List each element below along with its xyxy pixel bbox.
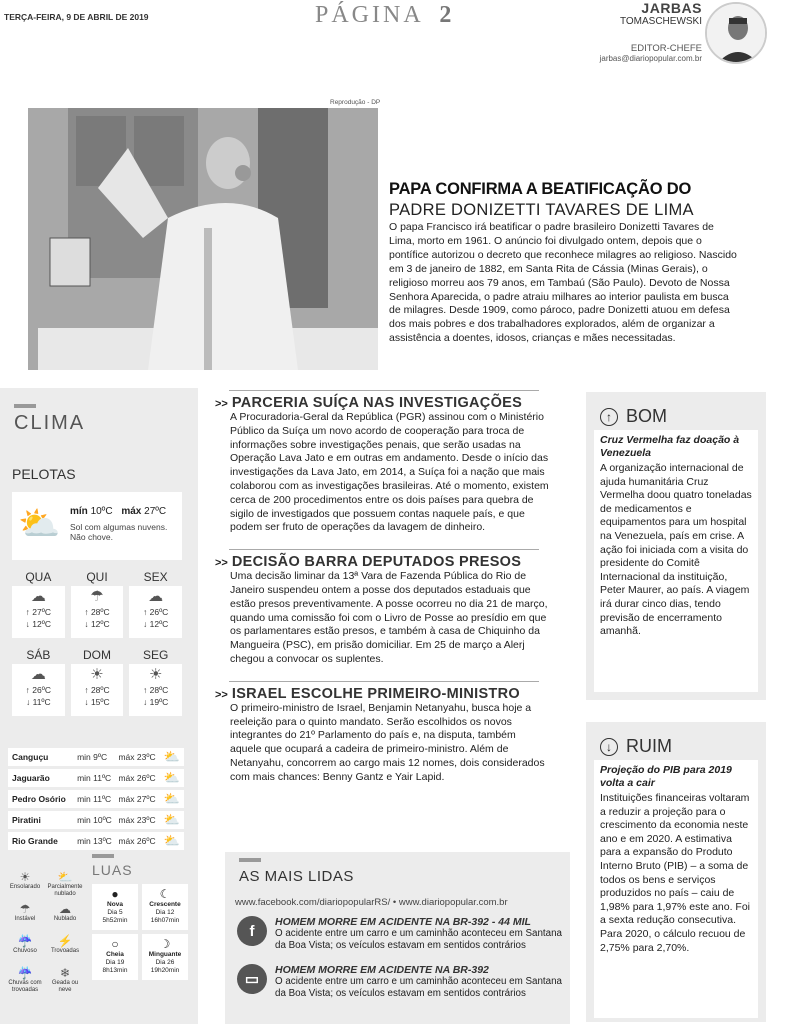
forecast-min-value: 12ºC — [90, 619, 110, 629]
forecast-card — [129, 664, 182, 716]
city-row-min: min 11ºC — [77, 773, 112, 783]
lead-title: PAPA CONFIRMA A BEATIFICAÇÃO DO — [389, 180, 692, 198]
article-rule — [229, 549, 539, 550]
most-read-title: AS MAIS LIDAS — [239, 868, 354, 885]
forecast-max-value: 28ºC — [149, 685, 169, 695]
priest-blessing-photo — [28, 108, 378, 370]
good-header — [600, 406, 667, 427]
arrow-down-icon: ↓ — [600, 738, 618, 756]
news-article — [215, 549, 555, 667]
moon-date: Dia 19 — [105, 959, 125, 966]
forecast-min-value: 11ºC — [32, 697, 51, 707]
forecast-day — [12, 570, 65, 642]
min-label: mín — [70, 506, 88, 517]
city-row-name: Pedro Osório — [12, 794, 66, 804]
legend-item — [46, 902, 84, 930]
arrow-up-icon: ↑ — [84, 685, 91, 695]
city-row — [8, 769, 184, 787]
news-column — [215, 390, 555, 785]
editor-avatar — [705, 2, 767, 64]
forecast-card — [12, 586, 65, 638]
forecast-day — [12, 648, 65, 720]
forecast-day — [71, 648, 124, 720]
today-max: 27ºC — [144, 506, 167, 517]
arrow-down-icon: ↓ — [84, 619, 91, 629]
editor-role: EDITOR-CHEFE — [630, 43, 702, 54]
most-read-item[interactable] — [237, 916, 567, 952]
legend-icon: ❄ — [59, 966, 71, 980]
moon-time: 8h13min — [102, 967, 128, 974]
forecast-min — [129, 696, 182, 708]
weather-icon: ☁ — [30, 588, 46, 605]
most-read-body: O acidente entre um carro e um caminhão aconteceu em Santana da Boa Vista; os veículos estavam em sentidos contrários — [275, 976, 562, 999]
page-label-text: PÁGINA — [315, 2, 423, 28]
legend-icon: ⚡ — [57, 934, 73, 948]
forecast-min — [71, 696, 124, 708]
good-content — [594, 430, 758, 692]
city-row — [8, 748, 184, 766]
most-read-text — [275, 916, 567, 952]
moon-time: 19h20min — [150, 967, 180, 974]
news-article — [215, 390, 555, 535]
header — [0, 0, 809, 72]
page-number: 2 — [439, 2, 455, 28]
arrow-down-icon: ↓ — [84, 697, 91, 707]
legend-icon: ⛅ — [57, 870, 73, 884]
forecast-day — [129, 648, 182, 720]
bad-label: RUIM — [626, 736, 672, 756]
forecast-min — [12, 618, 65, 630]
legend-label: Ensolarado — [9, 884, 41, 890]
forecast-min — [12, 696, 65, 708]
article-rule — [229, 681, 539, 682]
weather-icon: ☂ — [90, 588, 104, 605]
page-label — [315, 2, 454, 29]
forecast-day — [71, 570, 124, 642]
most-read-title[interactable]: HOMEM MORRE EM ACIDENTE NA BR-392 — [275, 964, 489, 976]
most-read-panel — [225, 852, 570, 1024]
moon-bar — [92, 854, 114, 858]
article-heading — [215, 554, 555, 570]
section-bar — [14, 404, 36, 408]
legend-item — [6, 870, 44, 898]
article-heading — [215, 395, 555, 411]
city-row-max: máx 26ºC — [118, 773, 156, 783]
article-marker: >> — [215, 398, 228, 410]
arrow-down-icon: ↓ — [143, 619, 150, 629]
legend-label: Instável — [14, 916, 36, 922]
forecast-max-value: 28ºC — [90, 685, 110, 695]
weather-panel — [0, 388, 198, 1024]
moon-name: Minguante — [148, 951, 182, 958]
city-row — [8, 811, 184, 829]
editor-last-name: TOMASCHEWSKI — [619, 16, 702, 27]
article-body: A Procuradoria-Geral da República (PGR) assinou com o Ministério Público da Suíça um novo acordo de cooperação para troca de informações sobre investigações penais, que serão usadas na Operação Lava Jato e em outras em andamento. Desde o início das investigações da Lava Jato, em 2014, a Suíça foi a nação que mais colaborou com as investigações brasileiras. Até o momento, existem cerca de 200 procedimentos entre os dois países para quebra de sigilo de investigados que possuem contas naquele país, e que podem ser fruto de operações da lavagem de dinheiro. — [230, 411, 549, 534]
good-label: BOM — [626, 406, 668, 426]
moon-card — [92, 934, 138, 980]
city-row-min: min 9ºC — [77, 752, 108, 762]
city-row-name: Piratini — [12, 815, 41, 825]
forecast-card — [71, 664, 124, 716]
article-rule — [229, 390, 539, 391]
most-read-title[interactable]: HOMEM MORRE EM ACIDENTE NA BR-392 - 44 MIL — [275, 916, 531, 928]
partly-cloudy-icon: ⛅ — [163, 770, 180, 785]
moon-card — [92, 884, 138, 930]
legend-label: Parcialmente nublado — [47, 884, 83, 897]
article-marker: >> — [215, 557, 228, 570]
moon-section — [92, 854, 188, 980]
moon-phase-icon: ○ — [111, 937, 119, 951]
moon-name: Crescente — [149, 901, 181, 908]
city-row — [8, 832, 184, 850]
article-body: Uma decisão liminar da 13ª Vara de Fazenda Pública do Rio de Janeiro suspendeu ontem a posse dos deputados estaduais que estão presos preventivamente. A posse ocorreu no dia 21 de março, quando uma comissão foi com o Livro de Posse ao presídio em que os parlamentares estão presos, e também à casa de Chiquinho da Mangueira (PSC), em prisão domiciliar. Em 25 de março a Alerj chegou a convocar os suplentes. — [230, 570, 548, 665]
city-row-max: máx 27ºC — [118, 794, 156, 804]
city-name: PELOTAS — [12, 466, 76, 482]
weather-icon: ☀ — [90, 666, 104, 683]
moon-date: Dia 26 — [155, 959, 175, 966]
forecast-min-value: 12ºC — [32, 619, 51, 629]
lead-text-box — [383, 176, 743, 362]
lead-photo — [28, 108, 378, 370]
legend-item — [6, 966, 44, 994]
computer-icon: ▭ — [237, 964, 267, 994]
forecast-min-value: 12ºC — [149, 619, 169, 629]
weather-legend — [6, 870, 84, 994]
moon-card — [142, 884, 188, 930]
weather-title: CLIMA — [14, 412, 86, 434]
legend-label: Trovoadas — [50, 948, 80, 954]
forecast-max — [71, 684, 124, 696]
city-list — [8, 748, 184, 850]
article-body: O primeiro-ministro de Israel, Benjamin Netanyahu, busca hoje a reeleição para o quinto mandato. Serão escolhidos os novos integrantes do 21º Parlamento do país e, na disputa, também aquele que ocupará a cadeira de primeiro-ministro. Além de Netanyahu, concorrem ao cargo mais 12 nomes, dois considerados com mais chances: Benny Gantz e Yair Lapid. — [230, 701, 545, 783]
max-label: máx — [121, 506, 142, 517]
moon-name: Nova — [107, 901, 123, 908]
forecast-day-name: SEG — [142, 648, 169, 662]
most-read-text — [275, 964, 567, 1000]
legend-icon: ☂ — [19, 902, 31, 916]
moon-phase-icon: ☾ — [159, 887, 171, 901]
partly-cloudy-icon: ⛅ — [163, 833, 180, 848]
moon-time: 16h07min — [150, 917, 180, 924]
partly-cloudy-icon: ⛅ — [163, 812, 180, 827]
weather-icon: ☁ — [148, 588, 164, 605]
weather-header — [14, 404, 85, 435]
lead-body: O papa Francisco irá beatificar o padre brasileiro Donizetti Tavares de Lima, morto em 1961. O anúncio foi divulgado ontem, depois que o pontífice autorizou o decreto que reconhece milagres ao religioso. Nascido em 3 de janeiro de 1882, em Santa Rita de Cássia (Minas Gerais), o religioso morreu aos 79 anos, em Tambaú (São Paulo). Devoto de Nossa Senhora Aparecida, o padre atraiu milhares ao interior paulista em busca de milagres. Desde 1909, como pároco, padre Donizetti atuou em defesa dos mais pobres e dos trabalhadores explorados, além de organizar a assistência a doentes, idosos, crianças e mães necessitadas. — [389, 221, 737, 345]
city-row-min: min 13ºC — [77, 836, 112, 846]
good-headline: Cruz Vermelha faz doação à Venezuela — [600, 434, 740, 459]
city-row-max: máx 26ºC — [118, 836, 156, 846]
arrow-down-icon: ↓ — [25, 697, 33, 707]
moon-name: Cheia — [106, 951, 124, 958]
today-desc: Sol com algumas nuvens. Não chove. — [70, 522, 168, 542]
bad-content — [594, 760, 758, 1018]
forecast-max-value: 26ºC — [32, 685, 51, 695]
partly-cloudy-icon: ⛅ — [163, 791, 180, 806]
forecast-grid — [12, 570, 182, 720]
city-row-max: máx 23ºC — [118, 752, 156, 762]
forecast-day-name: SÁB — [26, 648, 51, 662]
legend-item — [46, 870, 84, 898]
forecast-card — [71, 586, 124, 638]
city-row-max: máx 23ºC — [118, 815, 156, 825]
arrow-up-icon: ↑ — [600, 408, 618, 426]
arrow-up-icon: ↑ — [84, 607, 91, 617]
today-card — [12, 492, 182, 560]
article-title[interactable]: ISRAEL ESCOLHE PRIMEIRO-MINISTRO — [231, 685, 520, 702]
legend-icon: ☁ — [59, 902, 71, 916]
legend-item — [6, 934, 44, 962]
city-row-name: Rio Grande — [12, 836, 58, 846]
legend-item — [46, 966, 84, 994]
arrow-down-icon: ↓ — [143, 697, 150, 707]
bad-headline: Projeção do PIB para 2019 volta a cair — [600, 764, 732, 789]
partly-cloudy-icon: ⛅ — [18, 505, 61, 543]
legend-label: Geada ou neve — [51, 980, 79, 993]
moon-phase-icon: ● — [111, 887, 119, 901]
weather-icon: ☁ — [30, 666, 46, 683]
forecast-day-name: DOM — [82, 648, 111, 662]
legend-label: Chuvoso — [13, 948, 37, 954]
avatar-portrait-icon — [707, 4, 767, 64]
facebook-icon: f — [237, 916, 267, 946]
arrow-up-icon: ↑ — [143, 607, 150, 617]
forecast-card — [12, 664, 65, 716]
city-row-name: Jaguarão — [12, 773, 50, 783]
arrow-up-icon: ↑ — [143, 685, 150, 695]
lead-photo-credit: Reprodução - DP — [330, 99, 381, 106]
moon-phase-icon: ☽ — [159, 937, 171, 951]
weather-icon: ☀ — [148, 666, 163, 683]
legend-item — [46, 934, 84, 962]
legend-icon: ☔ — [17, 966, 33, 980]
editor-email: jarbas@diariopopular.com.br — [599, 54, 702, 63]
editor-block — [590, 0, 702, 63]
article-heading — [215, 686, 555, 702]
moon-card — [142, 934, 188, 980]
legend-label: Nublado — [53, 916, 77, 922]
most-read-bar — [239, 858, 261, 862]
today-min: 10ºC — [90, 506, 113, 517]
lead-subtitle: PADRE DONIZETTI TAVARES DE LIMA — [389, 201, 694, 219]
forecast-day — [129, 570, 182, 642]
legend-icon: ☀ — [19, 870, 31, 884]
city-row — [8, 790, 184, 808]
article-marker: >> — [215, 688, 228, 701]
most-read-links[interactable]: www.facebook.com/diariopopularRS/ • www.diariopopular.com.br — [235, 897, 508, 908]
bad-header — [600, 736, 672, 757]
news-article — [215, 681, 555, 785]
city-row-min: min 10ºC — [77, 815, 112, 825]
forecast-max-value: 28ºC — [90, 607, 110, 617]
forecast-day-name: SEX — [143, 570, 168, 584]
good-body: A organização internacional de ajuda humanitária Cruz Vermelha doou quatro toneladas de medicamentos e equipamentos para um hospital na Venezuela, país em crise. A ação foi iniciada com a visita do presidente do Comitê Internacional da instituição, Peter Maurer, ao país. A viagem irá durar cinco dias, tendo previsão de encerramento amanhã. — [600, 462, 752, 638]
arrow-up-icon: ↑ — [25, 607, 33, 617]
forecast-min-value: 15ºC — [90, 697, 110, 707]
forecast-max-value: 27ºC — [32, 607, 51, 617]
arrow-up-icon: ↑ — [25, 685, 33, 695]
article-title[interactable]: DECISÃO BARRA DEPUTADOS PRESOS — [231, 554, 522, 571]
moon-time: 5h52min — [102, 917, 128, 924]
forecast-card — [129, 586, 182, 638]
bad-body: Instituições financeiras voltaram a reduzir a projeção para o crescimento da economia neste ano e em 2020. A estimativa para a expansão do Produto Interno Bruto (PIB) – a soma de todos os bens e serviços produzidos no país – caiu de 1,98% para 1,97% este ano. Foi a sexta redução consecutiva. Para 2020, o cálculo recuou de 2,75% para 2,70%. — [600, 792, 751, 954]
header-date: TERÇA-FEIRA, 9 DE ABRIL DE 2019 — [4, 12, 149, 22]
arrow-down-icon: ↓ — [25, 619, 33, 629]
forecast-max-value: 26ºC — [149, 607, 169, 617]
city-row-min: min 11ºC — [77, 794, 112, 804]
moon-date: Dia 12 — [155, 909, 175, 916]
partly-cloudy-icon: ⛅ — [163, 749, 180, 764]
article-title[interactable]: PARCERIA SUÍÇA NAS INVESTIGAÇÕES — [231, 395, 523, 411]
editor-first-name: JARBAS — [641, 0, 702, 16]
forecast-min-value: 19ºC — [149, 697, 169, 707]
forecast-max — [12, 684, 65, 696]
legend-label: Chuvas com trovoadas — [8, 980, 42, 993]
forecast-day-name: QUI — [86, 570, 108, 584]
forecast-max — [12, 606, 65, 618]
legend-item — [6, 902, 44, 930]
most-read-body: O acidente entre um carro e um caminhão aconteceu em Santana da Boa Vista; os veículos estavam em sentidos contrários — [275, 928, 562, 951]
good-box — [586, 392, 766, 700]
city-row-name: Canguçu — [12, 752, 49, 762]
forecast-day-name: QUA — [25, 570, 52, 584]
moon-title: LUAS — [92, 862, 133, 878]
forecast-min — [71, 618, 124, 630]
legend-icon: ☔ — [17, 934, 33, 948]
moon-date: Dia 5 — [107, 909, 123, 916]
forecast-min — [129, 618, 182, 630]
forecast-max — [129, 606, 182, 618]
most-read-item[interactable] — [237, 964, 567, 1000]
forecast-max — [129, 684, 182, 696]
bad-box — [586, 722, 766, 1022]
today-temps — [70, 506, 166, 517]
forecast-max — [71, 606, 124, 618]
